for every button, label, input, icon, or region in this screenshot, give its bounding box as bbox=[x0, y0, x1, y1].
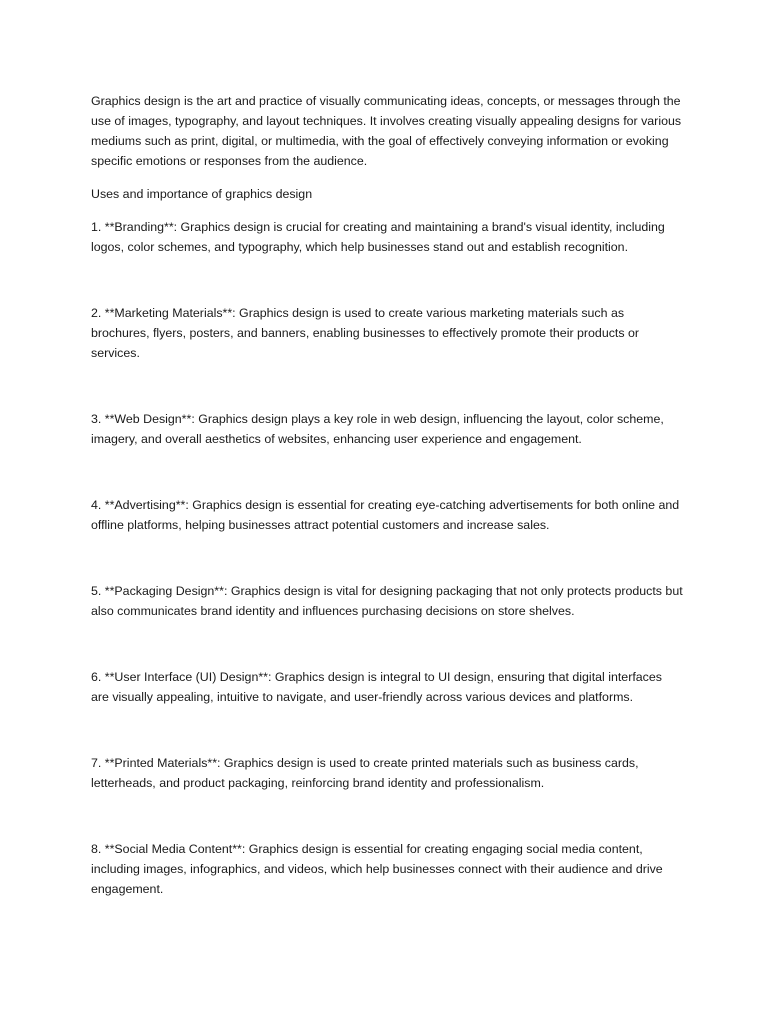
section-heading: Uses and importance of graphics design bbox=[91, 187, 313, 201]
list-item-printed-materials: 7. **Printed Materials**: Graphics design is used to create printed materials such as business cards, letterheads, and product packaging, reinforcing brand identity and professionalism. bbox=[91, 756, 639, 790]
list-item-branding: 1. **Branding**: Graphics design is crucial for creating and maintaining a brand's visual identity, including logos, color schemes, and typography, which help businesses stand out and establish recognition. bbox=[91, 220, 665, 254]
list-item-marketing-materials: 2. **Marketing Materials**: Graphics design is used to create various marketing materials such as brochures, flyers, posters, and banners, enabling businesses to effectively promote their products or services. bbox=[91, 306, 640, 360]
document-body bbox=[91, 91, 683, 899]
list-item-packaging-design: 5. **Packaging Design**: Graphics design is vital for designing packaging that not only protects products but also communicates brand identity and influences purchasing decisions on store shelves. bbox=[91, 584, 683, 618]
list-item-advertising: 4. **Advertising**: Graphics design is essential for creating eye-catching advertisements for both online and offline platforms, helping businesses attract potential customers and increase sales. bbox=[91, 498, 680, 532]
list-item-social-media-content: 8. **Social Media Content**: Graphics design is essential for creating engaging social media content, including images, infographics, and videos, which help businesses connect with their audience and drive engagement. bbox=[91, 842, 663, 896]
list-item-web-design: 3. **Web Design**: Graphics design plays a key role in web design, influencing the layout, color scheme, imagery, and overall aesthetics of websites, enhancing user experience and engagement. bbox=[91, 412, 664, 446]
intro-paragraph: Graphics design is the art and practice of visually communicating ideas, concepts, or messages through the use of images, typography, and layout techniques. It involves creating visually appealing designs for various mediums such as print, digital, or multimedia, with the goal of effectively conveying information or evoking specific emotions or responses from the audience. bbox=[91, 94, 682, 168]
list-item-ui-design: 6. **User Interface (UI) Design**: Graphics design is integral to UI design, ensuring that digital interfaces are visually appealing, intuitive to navigate, and user-friendly across various devices and platforms. bbox=[91, 670, 662, 704]
